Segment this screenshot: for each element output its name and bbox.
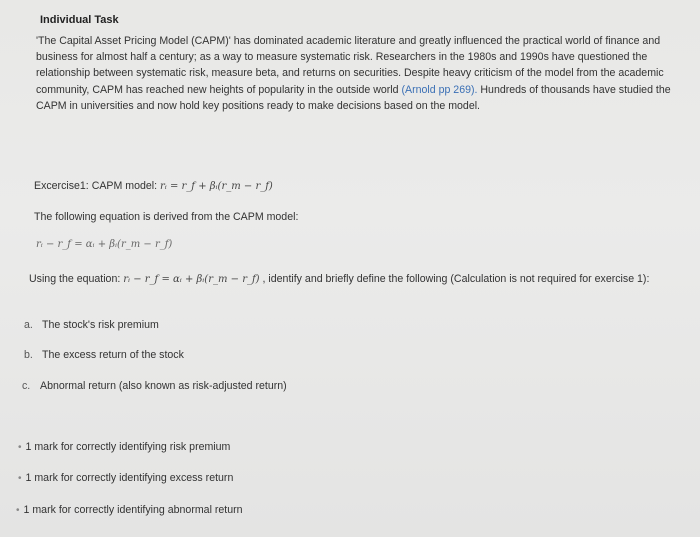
item-label: b. xyxy=(24,349,33,361)
item-text: Abnormal return (also known as risk-adjusted return) xyxy=(40,380,287,392)
item-text: The excess return of the stock xyxy=(42,349,184,361)
using-suffix: , identify and briefly define the following (Calculation is not required for exercise 1): xyxy=(262,273,650,285)
mark-text: 1 mark for correctly identifying excess return xyxy=(25,472,234,484)
exercise-line xyxy=(34,180,273,192)
using-paragraph xyxy=(29,272,669,287)
bullet-icon: • xyxy=(18,442,22,453)
item-text: The stock's risk premium xyxy=(42,319,159,331)
using-equation: rᵢ − r_f = αᵢ + βᵢ(r_m − r_f) xyxy=(123,274,260,285)
list-item xyxy=(24,349,184,361)
citation-link[interactable]: (Arnold pp 269). xyxy=(401,83,478,96)
intro-body: 'The Capital Asset Pricing Model (CAPM)' has dominated academic literature and greatly influenced the practical world of finance and business for almost half a century; as a way to measure systematic risk. Researchers in the 1980s and 1990s have questioned the relationship between systematic risk, measure beta, and returns on securities. Despite heavy criticism of the model from the academic community, CAPM has reached new heights of popularity in the outside world xyxy=(36,35,664,96)
list-item xyxy=(22,380,287,392)
exercise-label: Excercise1: CAPM model: xyxy=(34,180,158,192)
derived-equation: rᵢ − r_f = αᵢ + βᵢ(r_m − r_f) xyxy=(36,239,173,250)
intro-paragraph xyxy=(36,33,691,114)
task-heading: Individual Task xyxy=(40,14,119,26)
capm-equation: rᵢ = r_f + βᵢ(r_m − r_f) xyxy=(160,181,273,192)
mark-item xyxy=(18,441,230,453)
mark-text: 1 mark for correctly identifying abnormal return xyxy=(23,504,243,516)
list-item xyxy=(24,319,159,331)
mark-item xyxy=(16,504,243,516)
using-prefix: Using the equation: xyxy=(29,273,121,285)
item-label: a. xyxy=(24,319,33,331)
mark-text: 1 mark for correctly identifying risk premium xyxy=(25,441,231,453)
mark-item xyxy=(18,472,233,484)
intro-tail: Hundreds of thousands have studied the CAPM in universities and now hold key positions ready to make decisions based on the model. xyxy=(36,83,671,112)
bullet-icon: • xyxy=(18,473,22,484)
derived-text: The following equation is derived from the CAPM model: xyxy=(34,211,299,223)
item-label: c. xyxy=(22,380,31,392)
bullet-icon: • xyxy=(16,505,20,516)
